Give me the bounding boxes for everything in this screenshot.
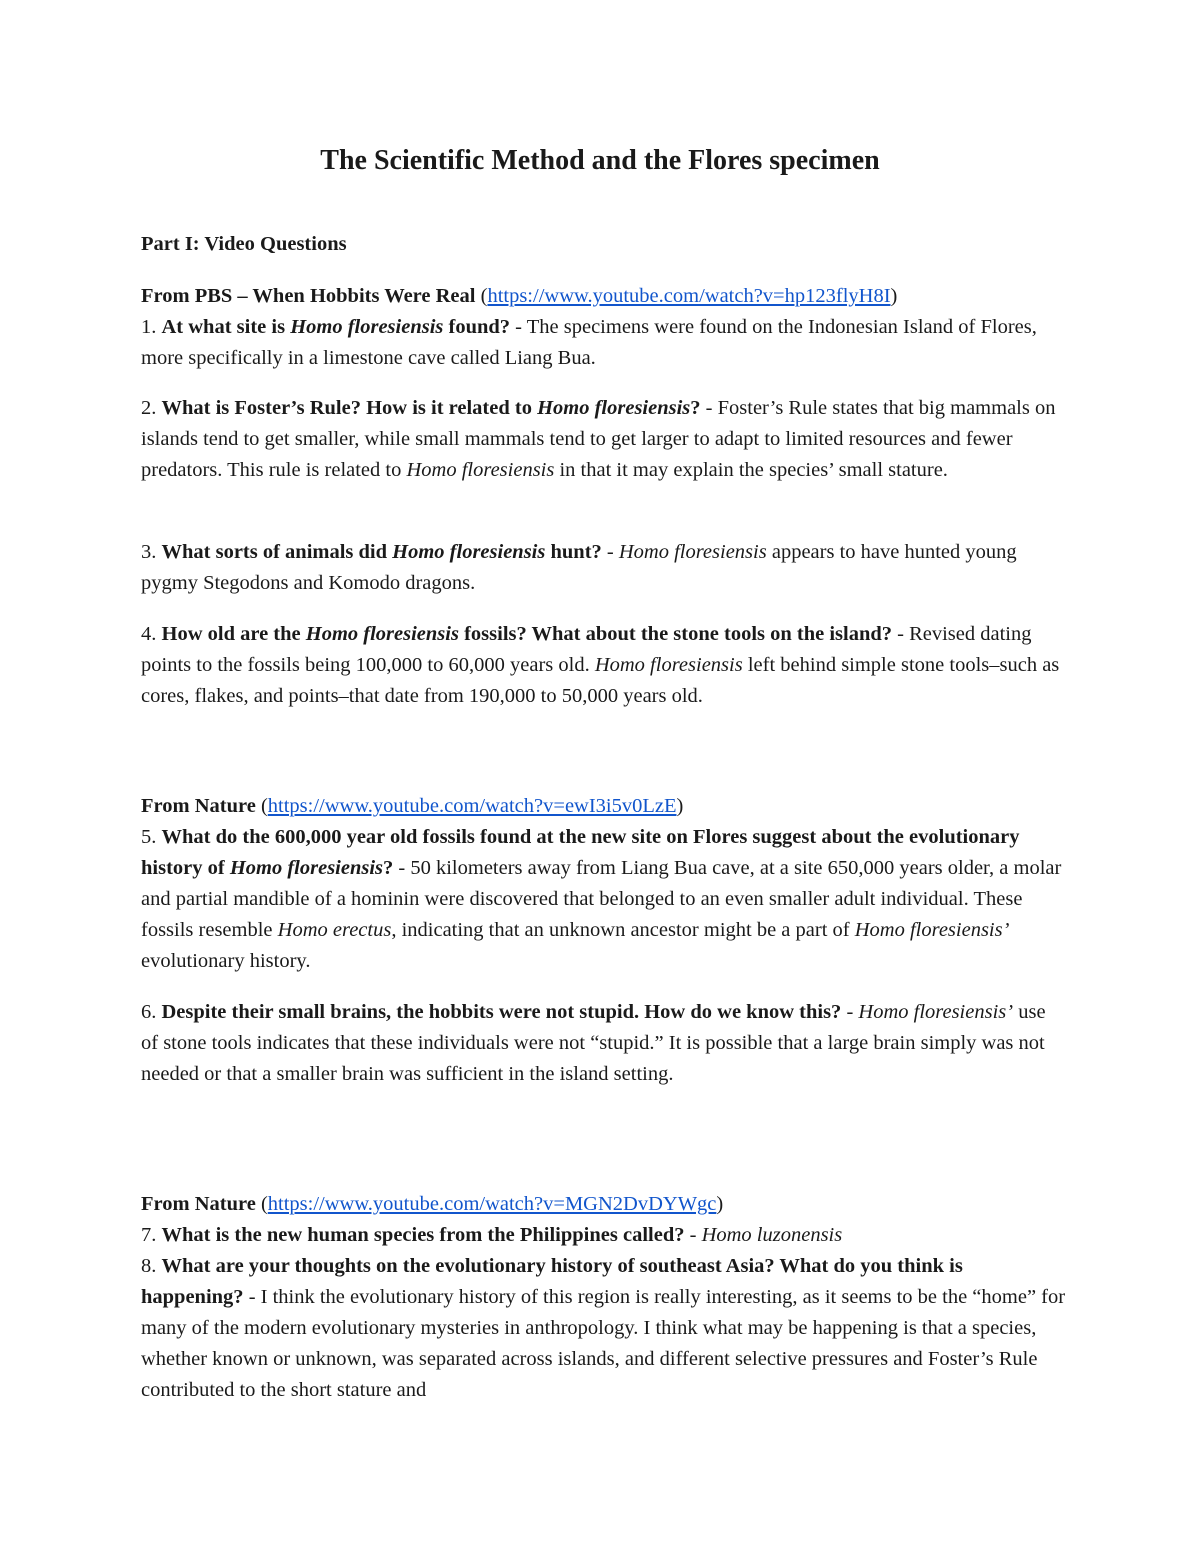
video-link[interactable]: https://www.youtube.com/watch?v=ewI3i5v0LzE [267,795,677,817]
video-link[interactable]: https://www.youtube.com/watch?v=MGN2DvDYWgc [267,1193,717,1215]
section-pbs [141,281,1066,374]
question-6: 6. Despite their small brains, the hobbits were not stupid. How do we know this? - Homo floresiensis’ use of stone tools indicates that these individuals were not “stupid.” It is possible that a large brain simply was not needed or that a smaller brain was sufficient in the island setting. [141,1001,1046,1085]
document-title: The Scientific Method and the Flores specimen [320,145,880,176]
answer-text: Foster’s Rule states that big mammals on islands tend to get smaller, while small mammals tend to get larger to adapt to limited resources and fewer predators. This rule is related to [141,397,1056,481]
answer-text: use of stone tools indicates that these individuals were not “stupid.” It is possible that a large brain simply was not needed or that a smaller brain was sufficient in the island setting. [141,1001,1046,1085]
question-5: 5. What do the 600,000 year old fossils found at the new site on Flores suggest about the evolutionary history of Homo floresiensis? - 50 kilometers away from Liang Bua cave, at a site 650,000 years older, a molar and partial mandible of a hominin were discovered that belonged to an even smaller adult individual. These fossils resemble Homo erectus, indicating that an unknown ancestor might be a part of Homo floresiensis’ evolutionary history. [141,826,1062,972]
section-heading: From Nature (https://www.youtube.com/watch?v=ewI3i5v0LzE) [141,795,684,817]
answer-text: appears to have hunted young pygmy Stegodons and Komodo dragons. [141,541,1017,594]
answer-text: I think the evolutionary history of this region is really interesting, as it seems to be the “home” for many of the modern evolutionary mysteries in anthropology. I think what may be happening is that a species, whether known or unknown, was separated across islands, and different selective pressures and Foster’s Rule contributed to the short stature and [141,1286,1066,1401]
section-heading: From PBS – When Hobbits Were Real (https://www.youtube.com/watch?v=hp123flyH8I) [141,285,898,307]
question-1: 1. At what site is Homo floresiensis found? - The specimens were found on the Indonesian Island of Flores, more specifically in a limestone cave called Liang Bua. [141,316,1037,369]
answer-text: Revised dating points to the fossils being 100,000 to 60,000 years old. [141,623,1032,676]
question-8: 8. What are your thoughts on the evolutionary history of southeast Asia? What do you think is happening? - I think the evolutionary history of this region is really interesting, as it seems to be the “home” for many of the modern evolutionary mysteries in anthropology. I think what may be happening is that a species, whether known or unknown, was separated across islands, and different selective pressures and Foster’s Rule contributed to the short stature and [141,1255,1066,1401]
section-heading: From Nature (https://www.youtube.com/watch?v=MGN2DvDYWgc) [141,1193,724,1215]
question-7: 7. What is the new human species from the Philippines called? - Homo luzonensis [141,1224,843,1246]
section-nature-1 [141,791,1066,977]
video-link[interactable]: https://www.youtube.com/watch?v=hp123flyH8I [487,285,891,307]
question-3: 3. What sorts of animals did Homo floresiensis hunt? - Homo floresiensis appears to have hunted young pygmy Stegodons and Komodo dragons. [141,541,1017,594]
question-2: 2. What is Foster’s Rule? How is it related to Homo floresiensis? - Foster’s Rule states that big mammals on islands tend to get smaller, while small mammals tend to get larger to adapt to limited resources and fewer predators. This rule is related to Homo floresiensis in that it may explain the species’ small stature. [141,397,1056,481]
question-4: 4. How old are the Homo floresiensis fossils? What about the stone tools on the island? - Revised dating points to the fossils being 100,000 to 60,000 years old. Homo floresiensis left behind simple stone tools–such as cores, flakes, and points–that date from 190,000 to 50,000 years old. [141,623,1060,707]
answer-text: 50 kilometers away from Liang Bua cave, at a site 650,000 years older, a molar and partial mandible of a hominin were discovered that belonged to an even smaller adult individual. These fossils resemble [141,857,1062,941]
answer-text: The specimens were found on the Indonesian Island of Flores, more specifically in a limestone cave called Liang Bua. [141,316,1037,369]
section-nature-2 [141,1189,1066,1406]
part-heading: Part I: Video Questions [141,233,347,255]
